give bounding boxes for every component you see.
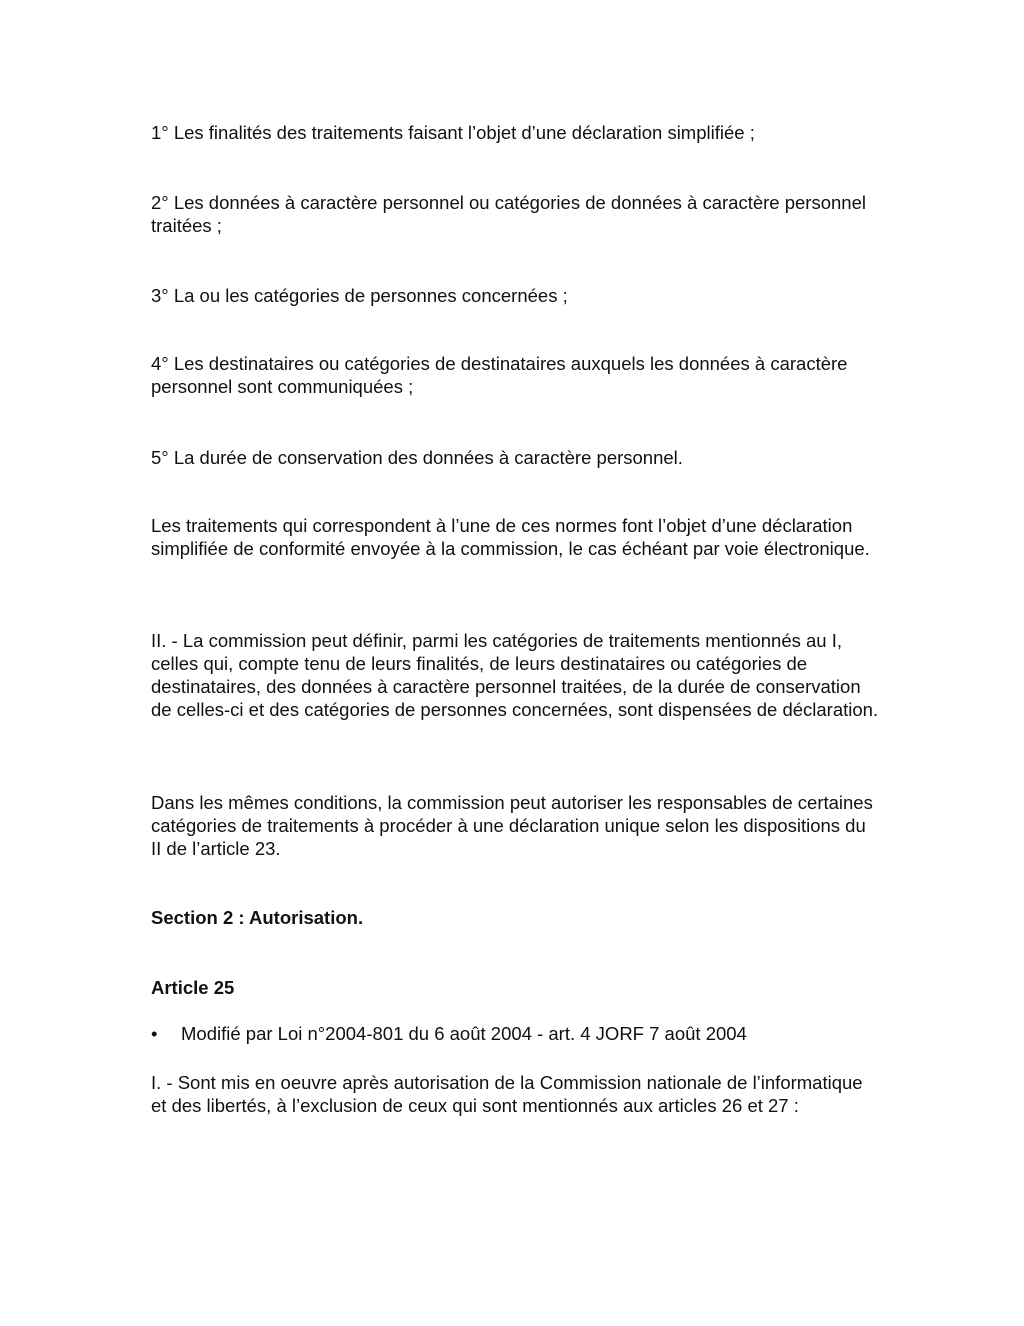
article-heading: Article 25 xyxy=(151,977,235,998)
list-item-2: 2° Les données à caractère personnel ou catégories de données à caractère personnel traitées ; xyxy=(151,192,866,236)
section-heading: Section 2 : Autorisation. xyxy=(151,907,364,928)
list-item-1: 1° Les finalités des traitements faisant l’objet d’une déclaration simplifiée ; xyxy=(151,122,755,143)
paragraph-autorisation: I. - Sont mis en oeuvre après autorisation de la Commission nationale de l’informatique et des libertés, à l’exclusion de ceux qui sont mentionnés aux articles 26 et 27 : xyxy=(151,1072,863,1116)
list-item-5: 5° La durée de conservation des données à caractère personnel. xyxy=(151,447,683,468)
paragraph-declaration-unique: Dans les mêmes conditions, la commission peut autoriser les responsables de certaines catégories de traitements à procéder à une déclaration unique selon les dispositions du II de l’article 23. xyxy=(151,792,873,859)
paragraph-declaration-simplifiee: Les traitements qui correspondent à l’une de ces normes font l’objet d’une déclaration simplifiée de conformité envoyée à la commission, le cas échéant par voie électronique. xyxy=(151,515,870,559)
list-item-4: 4° Les destinataires ou catégories de destinataires auxquels les données à caractère personnel sont communiquées ; xyxy=(151,353,848,397)
bullet-icon: • xyxy=(151,1023,158,1044)
modification-note-text: Modifié par Loi n°2004-801 du 6 août 2004 - art. 4 JORF 7 août 2004 xyxy=(181,1023,747,1044)
list-item-3: 3° La ou les catégories de personnes concernées ; xyxy=(151,285,568,306)
paragraph-dispense: II. - La commission peut définir, parmi les catégories de traitements mentionnés au I, celles qui, compte tenu de leurs finalités, de leurs destinataires ou catégories de destinataires, des données à caractère personnel traitées, de la durée de conservation de celles-ci et des catégories de personnes concernées, sont dispensées de déclaration. xyxy=(151,630,879,720)
